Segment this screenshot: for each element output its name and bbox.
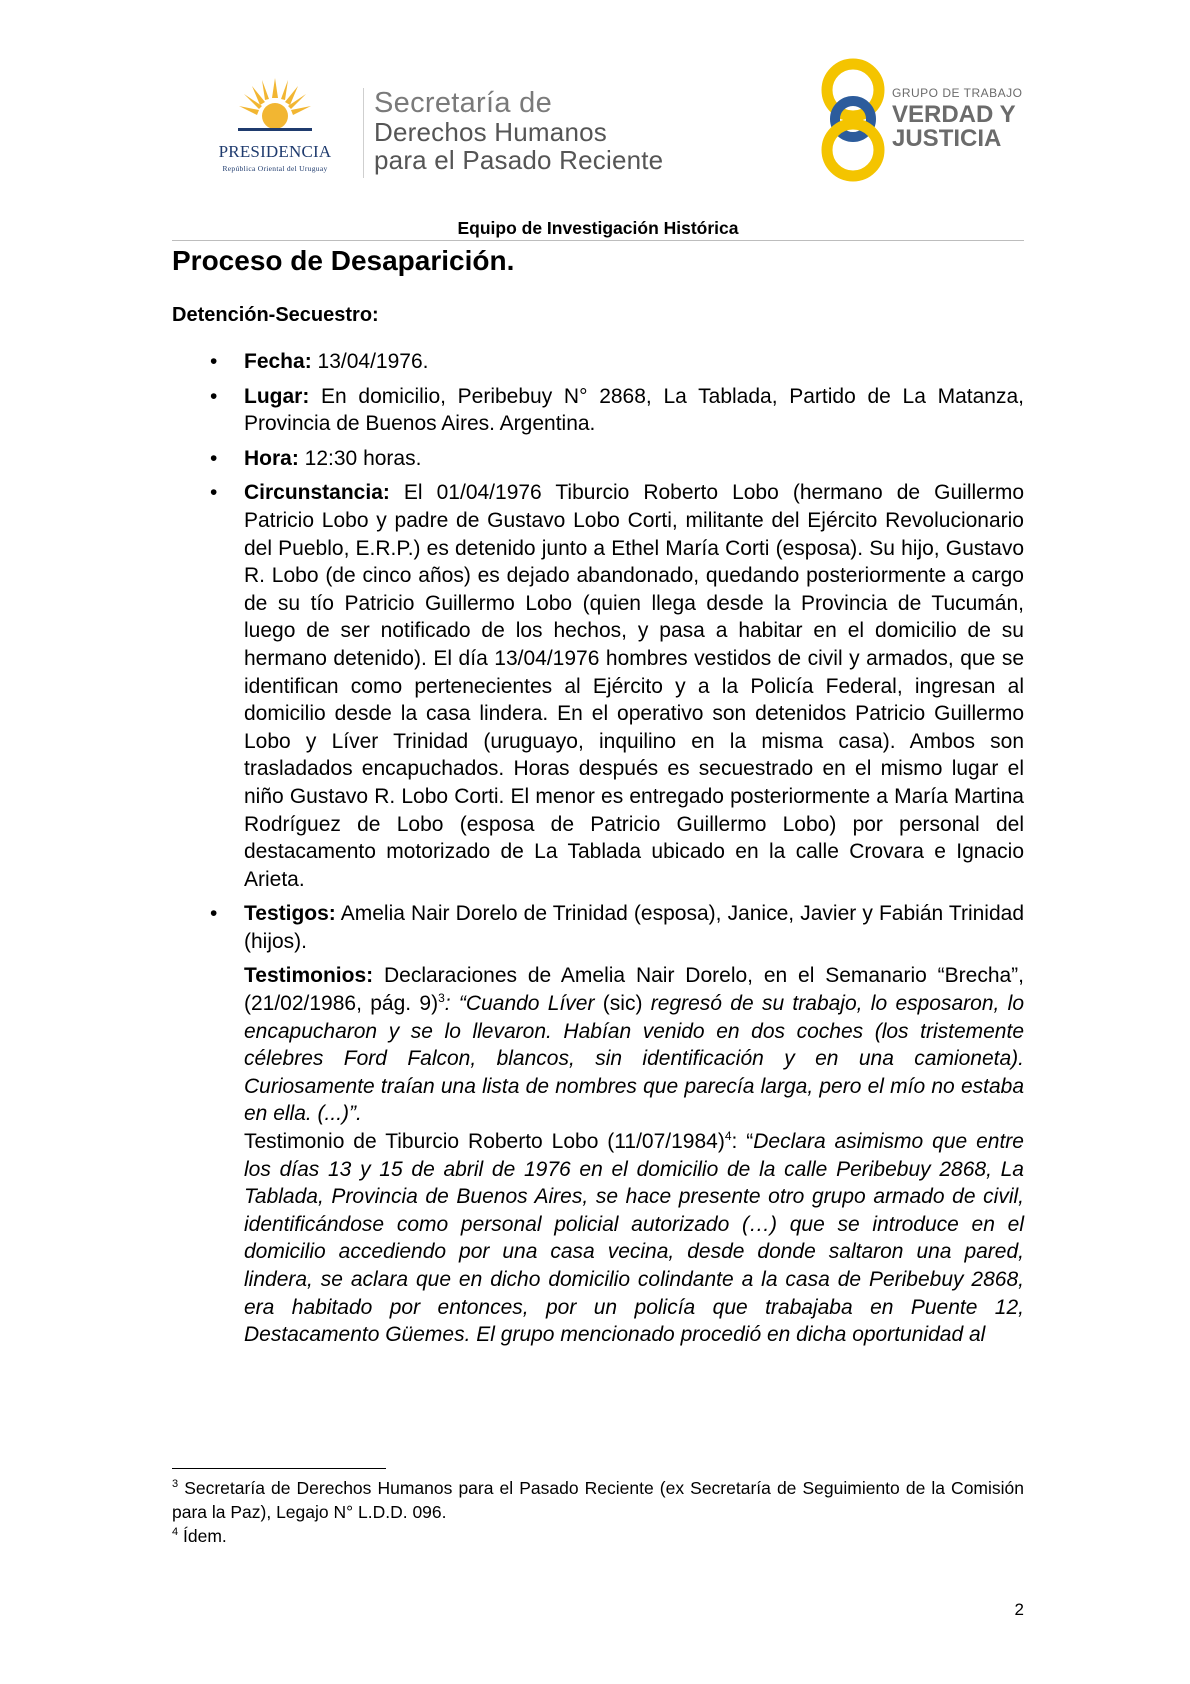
testimony-1-quote-b: regresó de su trabajo, lo esposaron, lo encapucharon y se lo llevaron. Habían venido en dos coches (los tristemente célebres Ford Falcon, blancos, sin identificación y en una camioneta). Curiosamente traían una lista de nombres que parecía larga, pero el mío no estaba en ella. (...)”.: [244, 992, 1024, 1126]
vj-top-text: GRUPO DE TRABAJO: [892, 86, 1023, 100]
list-item-fecha: [172, 348, 1024, 376]
footnote-text: Ídem.: [178, 1526, 227, 1546]
page-title: Proceso de Desaparición.: [172, 245, 515, 276]
testimony-paragraph-2: [244, 1128, 1024, 1349]
document-body: [172, 242, 1024, 1349]
vj-bottom-text: JUSTICIA: [892, 125, 1002, 152]
testimony-1-quote-a: : “Cuando Líver: [444, 992, 595, 1016]
item-label: Circunstancia:: [244, 481, 390, 505]
page-header: [0, 0, 1190, 200]
interlocked-rings-icon: [818, 56, 888, 182]
footnote-4: [172, 1524, 1024, 1548]
footnote-number: 3: [172, 1478, 179, 1491]
item-text: 12:30 horas.: [298, 446, 422, 470]
item-label: Testigos:: [244, 902, 336, 926]
item-text: 13/04/1976.: [311, 350, 429, 373]
testimony-2-quote: Declara asimismo que entre los días 13 y 15 de abril de 1976 en el domicilio de la calle Peribebuy 2868, La Tablada, Provincia de Buenos Aires, se hace presente otro grupo armado de civil, identificándose como personal policial autorizado (…) que se introduce en el domicilio accediendo por una casa vecina, desde donde saltaron una pared, lindera, se aclara que en dicho domicilio colindante a la casa de Peribebuy 2868, era habitado por entonces, por un policía que trabajaba en Puente 12, Destacamento Güemes. El grupo mencionado procedió en dicha oportunidad al: [244, 1130, 1024, 1347]
item-text: El 01/04/1976 Tiburcio Roberto Lobo (hermano de Guillermo Patricio Lobo y padre de Gustavo Lobo Corti, militante del Ejército Revolucionario del Pueblo, E.R.P.) es detenido junto a Ethel María Corti (esposa). Su hijo, Gustavo R. Lobo (de cinco años) es dejado abandonado, quedando posteriormente a cargo de su tío Patricio Guillermo Lobo (quien llega desde la Provincia de Tucumán, luego de ser notificado de los hechos, y pasa a habitar en el domicilio de su hermano detenido). El día 13/04/1976 hombres vestidos de civil y armados, que se identifican como pertenecientes al Ejército y a la Policía Federal, ingresan al domicilio desde la casa lindera. En el operativo son detenidos Patricio Guillermo Lobo y Líver Trinidad (uruguayo, inquilino en la misma casa). Ambos son trasladados encapuchados. Horas después es secuestrado en el mismo lugar el niño Gustavo R. Lobo Corti. El menor es entregado posteriormente a María Martina Rodríguez de Lobo (esposa de Patricio Guillermo Lobo) por personal del destacamento motorizado de La Tablada ubicado en la calle Crovara e Ignacio Arieta.: [244, 481, 1024, 891]
footnote-3: [172, 1476, 1024, 1524]
header-rule: [172, 240, 1024, 241]
vj-mid-text: VERDAD Y: [892, 101, 1016, 128]
secretaria-line-3: para el Pasado Reciente: [374, 145, 664, 175]
page-number: 2: [1014, 1600, 1024, 1619]
list-item-circunstancia: [172, 479, 1024, 893]
testimony-1-text: Declaraciones de Amelia Nair Dorelo, en el Semanario “Brecha”, (21/02/1986, pág. 9): [244, 964, 1024, 1016]
testimony-2-colon: : “: [731, 1130, 754, 1154]
sun-emblem-icon: [238, 76, 312, 138]
details-list: [172, 348, 1024, 955]
footnote-text: Secretaría de Derechos Humanos para el Pasado Reciente (ex Secretaría de Seguimiento de la Comisión para la Paz), Legajo N° L.D.D. 096.: [172, 1478, 1024, 1522]
team-heading: Equipo de Investigación Histórica: [457, 218, 739, 238]
secretaria-line-2: Derechos Humanos: [374, 117, 607, 147]
footnote-separator: [172, 1468, 386, 1469]
item-label: Lugar:: [244, 384, 310, 408]
presidencia-logo: [196, 76, 354, 176]
footnotes: [172, 1476, 1024, 1548]
testimony-paragraph-1: [244, 962, 1024, 1128]
footnote-ref-4[interactable]: 4: [724, 1129, 732, 1144]
testimony-2-text: Testimonio de Tiburcio Roberto Lobo (11/07/1984): [244, 1130, 725, 1154]
list-item-testigos: [172, 900, 1024, 955]
presidencia-name: PRESIDENCIA: [218, 142, 332, 161]
list-item-lugar: [172, 383, 1024, 438]
footnote-number: 4: [172, 1526, 179, 1539]
secretaria-logo-text: [374, 88, 663, 174]
item-text: En domicilio, Peribebuy N° 2868, La Tablada, Partido de La Matanza, Provincia de Buenos Aires. Argentina.: [244, 384, 1024, 436]
presidencia-subtitle: República Oriental del Uruguay: [222, 164, 328, 173]
testimonies-block: [172, 962, 1024, 1348]
item-label: Hora:: [244, 446, 299, 470]
item-text: Amelia Nair Dorelo de Trinidad (esposa), Janice, Javier y Fabián Trinidad (hijos).: [244, 902, 1024, 953]
header-divider: [363, 88, 364, 178]
footnote-ref-3[interactable]: 3: [438, 991, 445, 1006]
section-subtitle: Detención-Secuestro:: [172, 304, 379, 326]
list-item-hora: [172, 445, 1024, 473]
item-label: Fecha:: [244, 350, 312, 373]
testimonies-label: Testimonios:: [244, 964, 374, 988]
verdad-justicia-logo: [818, 56, 1028, 182]
testimony-1-sic: (sic): [594, 992, 651, 1016]
secretaria-line-1: Secretaría de: [374, 87, 552, 119]
